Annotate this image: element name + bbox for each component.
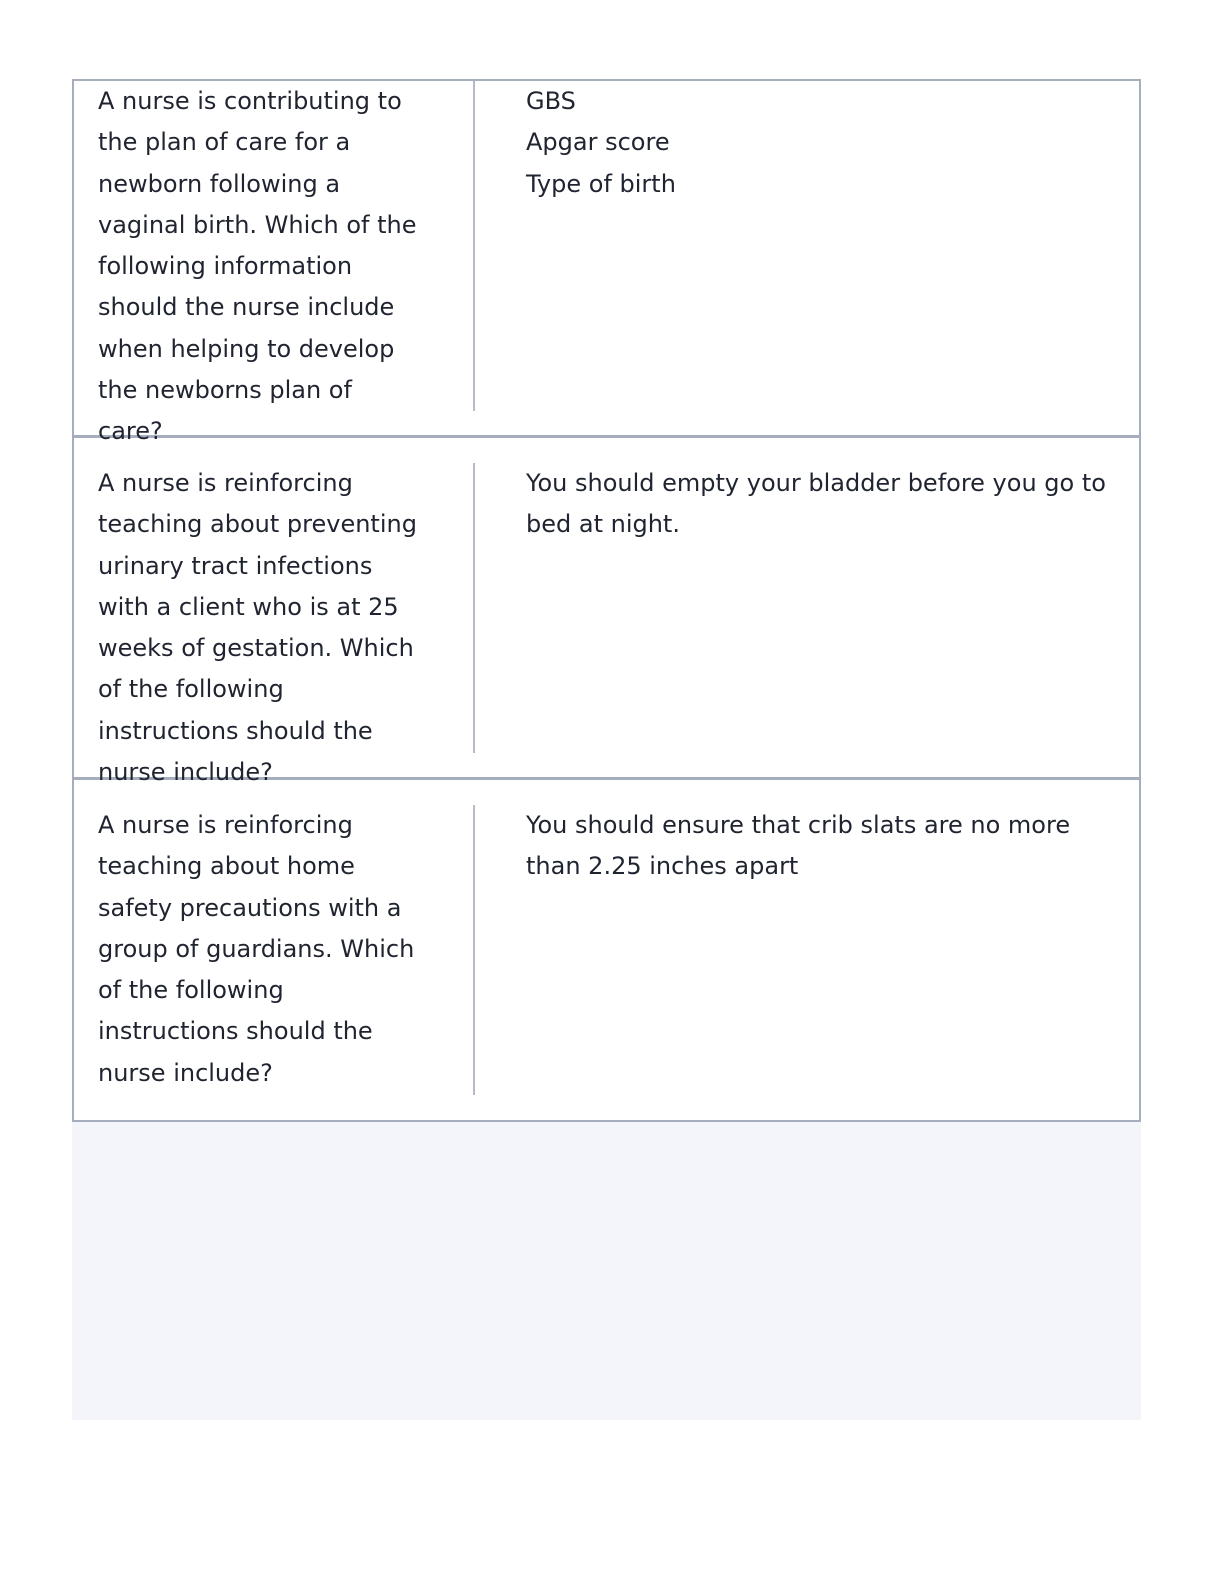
flashcard-list	[72, 79, 1141, 1122]
flashcard	[74, 780, 1139, 1120]
flashcard	[74, 81, 1139, 446]
column-divider	[473, 81, 475, 411]
column-divider	[473, 805, 475, 1095]
flashcard-definition	[526, 805, 1106, 888]
flashcard-page	[72, 79, 1141, 1420]
flashcard-definition	[526, 81, 1106, 205]
flashcard-term: A nurse is reinforcing teaching about home safety precautions with a group of guardians. Which of the following instructions should the nurse include?	[98, 811, 415, 1087]
definition-line: Type of birth	[526, 169, 676, 198]
definition-line: You should empty your bladder before you go to bed at night.	[526, 469, 1106, 539]
flashcard-definition	[526, 463, 1106, 546]
definition-line: You should ensure that crib slats are no more than 2.25 inches apart	[526, 811, 1071, 881]
flashcard	[74, 438, 1139, 787]
definition-line: GBS	[526, 87, 576, 115]
column-divider	[473, 463, 475, 753]
flashcard-term: A nurse is contributing to the plan of care for a newborn following a vaginal birth. Which of the following information should the nurse include when helping to develop the newborns plan of care?	[98, 87, 417, 446]
definition-line: Apgar score	[526, 128, 670, 157]
flashcard-term: A nurse is reinforcing teaching about preventing urinary tract infections with a client who is at 25 weeks of gestation. Which of the following instructions should the nurse include?	[98, 469, 417, 787]
